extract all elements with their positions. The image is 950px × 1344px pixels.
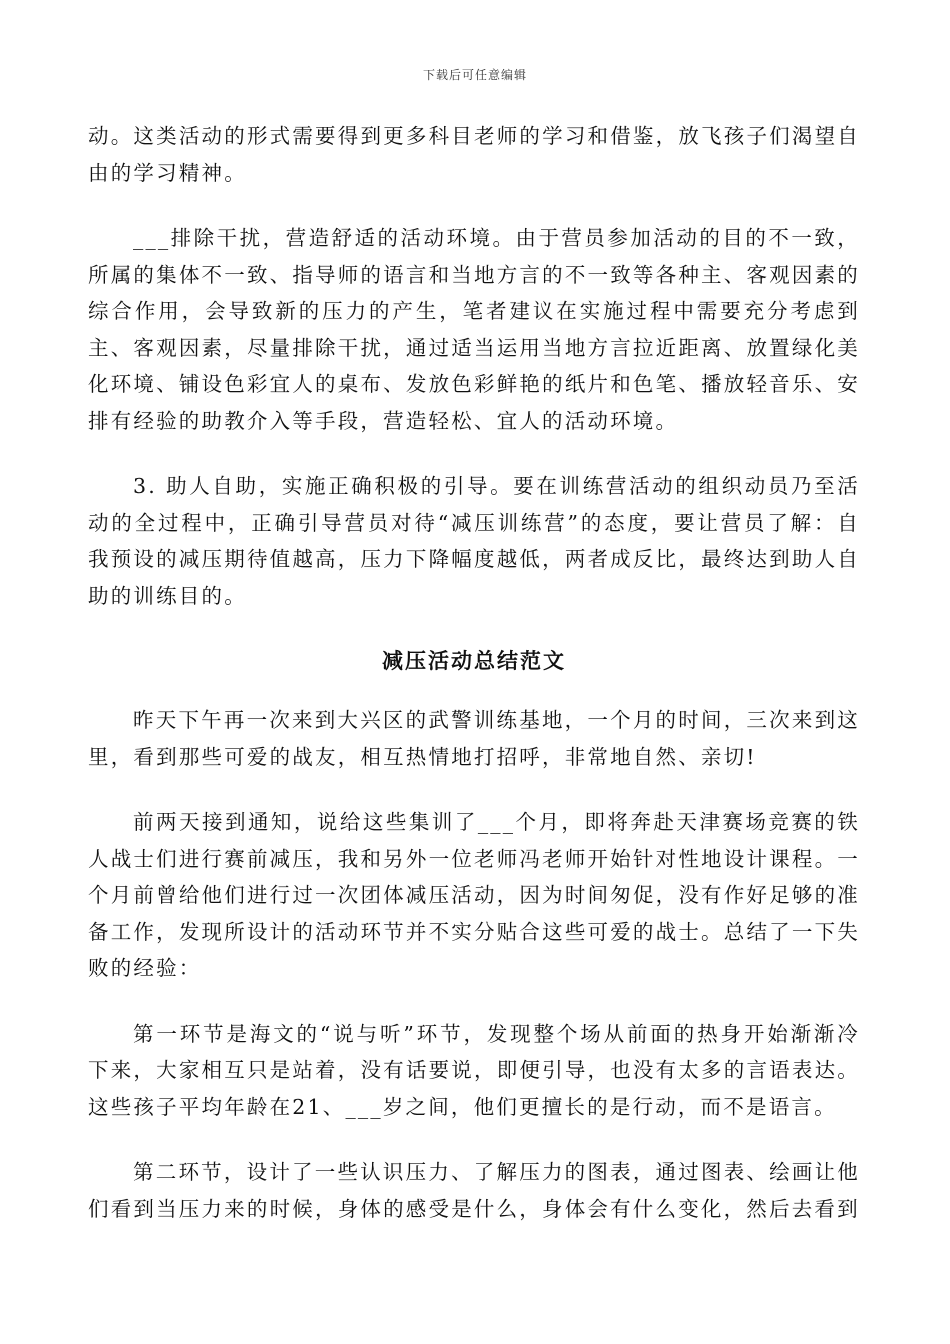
paragraph-arrival: 昨天下午再一次来到大兴区的武警训练基地，一个月的时间，三次来到这里，看到那些可爱的战友，相互热情地打招呼，非常地自然、亲切! bbox=[88, 708, 860, 769]
paragraph-remove-interference: ___排除干扰，营造舒适的活动环境。由于营员参加活动的目的不一致，所属的集体不一致、指导师的语言和当地方言的不一致等各种主、客观因素的综合作用，会导致新的压力的产生，笔者建议在实施过程中需要充分考虑到主、客观因素，尽量排除干扰，通过适当运用当地方言拉近距离、放置绿化美化环境、铺设色彩宜人的桌布、发放色彩鲜艳的纸片和色笔、播放轻音乐、安排有经验的助教介入等手段，营造轻松、宜人的活动环境。 bbox=[88, 226, 860, 433]
paragraph-second-stage: 第二环节，设计了一些认识压力、了解压力的图表，通过图表、绘画让他们看到当压力来的时候，身体的感受是什么，身体会有什么变化，然后去看到 bbox=[88, 1160, 860, 1221]
paragraph-notice: 前两天接到通知，说给这些集训了___个月，即将奔赴天津赛场竞赛的铁人战士们进行赛前减压，我和另外一位老师冯老师开始针对性地设计课程。一个月前曾给他们进行过一次团体减压活动，因为时间匆促，没有作好足够的准备工作，发现所设计的活动环节并不实分贴合这些可爱的战士。总结了一下失败的经验： bbox=[88, 810, 860, 980]
section-title: 减压活动总结范文 bbox=[382, 648, 566, 673]
paragraph-guidance: 3. 助人自助，实施正确积极的引导。要在训练营活动的组织动员乃至活动的全过程中，正确引导营员对待“减压训练营”的态度，要让营员了解：自我预设的减压期待值越高，压力下降幅度越低，两者成反比，最终达到助人自助的训练目的。 bbox=[88, 474, 860, 608]
page-header: 下载后可任意编辑 bbox=[422, 68, 527, 82]
paragraph-first-stage: 第一环节是海文的“说与听”环节，发现整个场从前面的热身开始渐渐冷下来，大家相互只是站着，没有话要说，即便引导，也没有太多的言语表达。这些孩子平均年龄在21、___岁之间，他们更擅长的是行动，而不是语言。 bbox=[88, 1021, 860, 1119]
paragraph-continuation: 动。这类活动的形式需要得到更多科目老师的学习和借鉴，放飞孩子们渴望自由的学习精神。 bbox=[88, 124, 860, 185]
document-body bbox=[88, 118, 860, 1256]
